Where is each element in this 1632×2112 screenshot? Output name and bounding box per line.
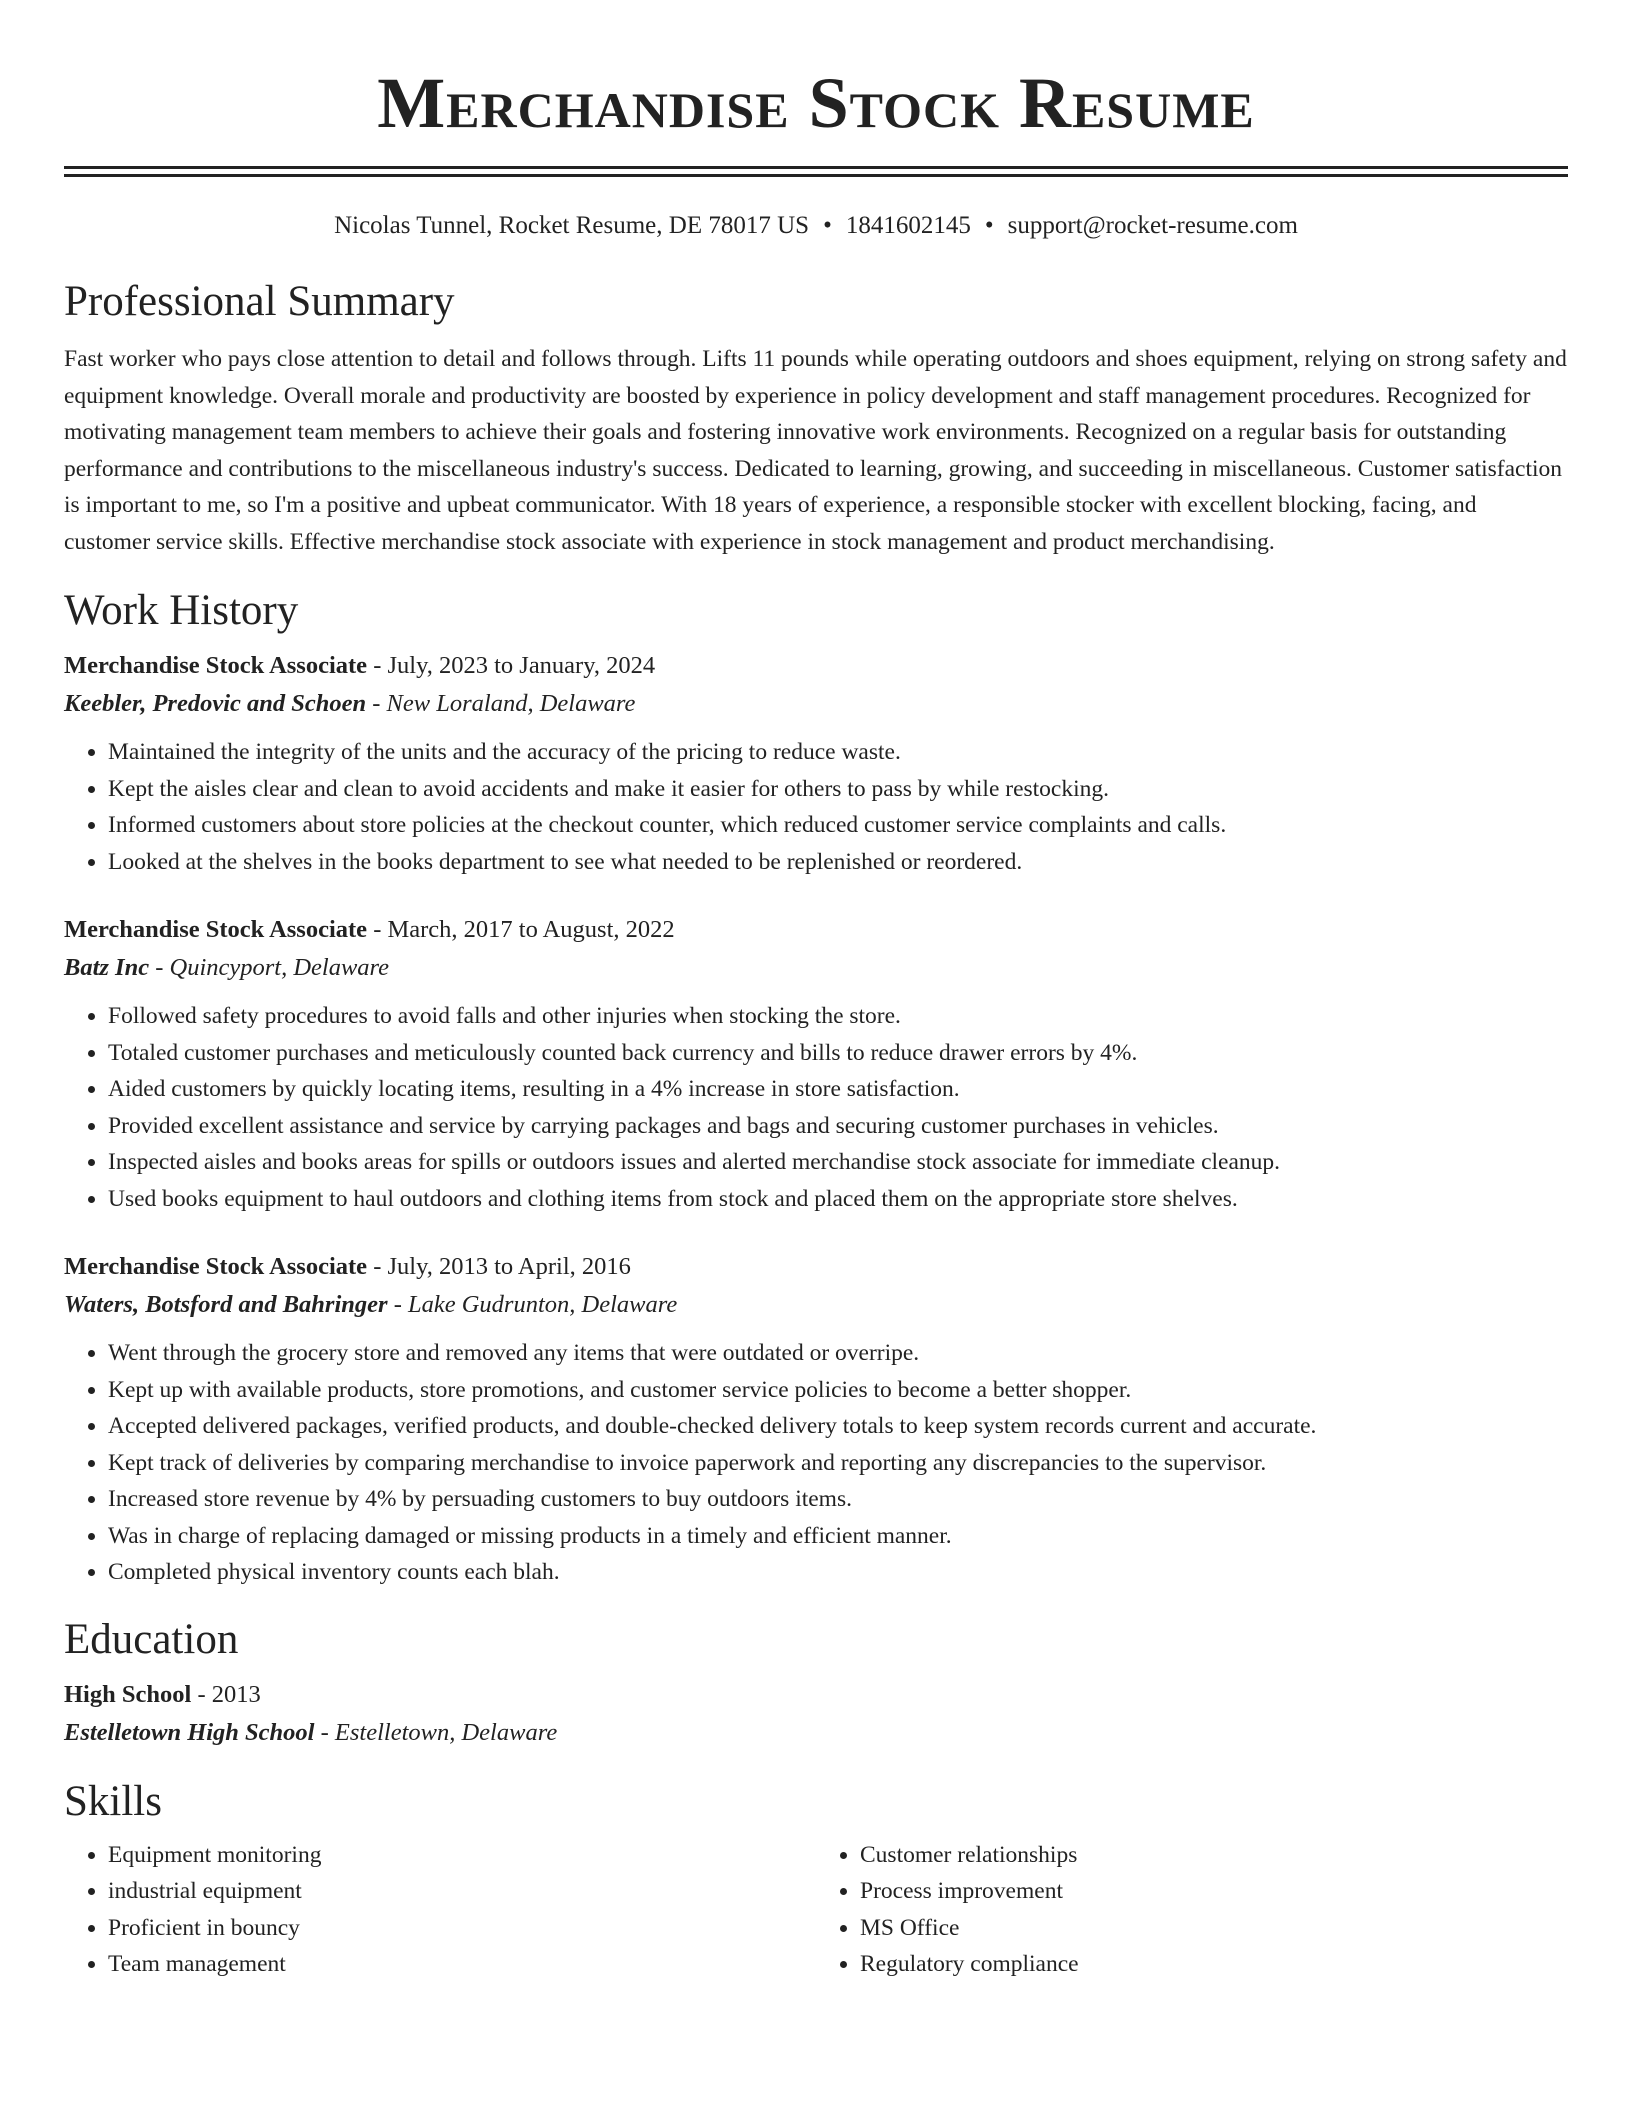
contact-address: Nicolas Tunnel, Rocket Resume, DE 78017 US — [334, 212, 810, 239]
degree-line — [64, 1677, 1568, 1713]
school-line — [64, 1713, 1568, 1753]
contact-separator: • — [823, 212, 832, 239]
list-item: • Looked at the shelves in the books department to see what needed to be replenished or reordered. — [108, 844, 1568, 881]
list-item: • Kept the aisles clear and clean to avoid accidents and make it easier for others to pass by while restocking. — [108, 771, 1568, 808]
degree: High School — [64, 1680, 192, 1708]
skills-column-right — [816, 1837, 1568, 1983]
job-dates: - July, 2023 to January, 2024 — [367, 652, 656, 679]
company-name: Waters, Botsford and Bahringer — [64, 1291, 388, 1318]
list-item: • Team management — [108, 1946, 816, 1983]
skills-list — [64, 1829, 1568, 1983]
job-title-line — [64, 1249, 1568, 1285]
company-location: - New Loraland, Delaware — [366, 690, 636, 717]
company-line — [64, 684, 1568, 724]
job-title: Merchandise Stock Associate — [64, 652, 368, 679]
summary-text: Fast worker who pays close attention to detail and follows through. Lifts 11 pounds while operating outdoors and shoes equipment, relying on strong safety and equipment knowledge. Overall morale and productivity are boosted by experience in policy development and staff management procedures. Recognized for motivating management team members to achieve their goals and fostering innovative work environments. Recognized on a regular basis for outstanding performance and contributions to the miscellaneous industry's success. Dedicated to learning, growing, and succeeding in miscellaneous. Customer satisfaction is important to me, so I'm a positive and upbeat communicator. With 18 years of experience, a responsible stocker with excellent blocking, facing, and customer service skills. Effective merchandise stock associate with experience in stock management and product merchandising. — [64, 346, 1567, 555]
job-dates: - March, 2017 to August, 2022 — [367, 916, 675, 943]
work-history-heading: Work History — [64, 587, 299, 634]
company-location: - Quincyport, Delaware — [149, 954, 390, 981]
list-item: • Maintained the integrity of the units and the accuracy of the pricing to reduce waste. — [108, 734, 1568, 771]
skills-heading: Skills — [64, 1777, 162, 1825]
list-item: • Totaled customer purchases and meticulously counted back currency and bills to reduce drawer errors by 4%. — [108, 1035, 1568, 1072]
education-heading: Education — [64, 1615, 239, 1663]
school-name: Estelletown High School — [64, 1718, 315, 1746]
list-item: • Kept up with available products, store promotions, and customer service policies to become a better shopper. — [108, 1372, 1568, 1409]
job-entry — [64, 1249, 1568, 1591]
list-item: • industrial equipment — [108, 1873, 816, 1910]
degree-year: - 2013 — [191, 1680, 261, 1708]
list-item: • Completed physical inventory counts each blah. — [108, 1554, 1568, 1591]
list-item: • Regulatory compliance — [860, 1946, 1568, 1983]
company-line — [64, 948, 1568, 988]
job-entry — [64, 912, 1568, 1217]
education-entry — [64, 1677, 1568, 1753]
job-bullets — [64, 998, 1568, 1217]
list-item: • Process improvement — [860, 1873, 1568, 1910]
list-item: • Went through the grocery store and removed any items that were outdated or overripe. — [108, 1335, 1568, 1372]
page-title: Merchandise Stock Resume — [377, 63, 1255, 143]
job-dates: - July, 2013 to April, 2016 — [367, 1253, 631, 1280]
list-item: • Was in charge of replacing damaged or missing products in a timely and efficient manner. — [108, 1518, 1568, 1555]
list-item: • Inspected aisles and books areas for spills or outdoors issues and alerted merchandise stock associate for immediate cleanup. — [108, 1144, 1568, 1181]
list-item: • Equipment monitoring — [108, 1837, 816, 1874]
job-bullets — [64, 1335, 1568, 1591]
list-item: • Followed safety procedures to avoid falls and other injuries when stocking the store. — [108, 998, 1568, 1035]
job-title-line — [64, 648, 1568, 684]
job-entry — [64, 648, 1568, 880]
company-name: Keebler, Predovic and Schoen — [64, 690, 367, 717]
list-item: • Accepted delivered packages, verified products, and double-checked delivery totals to keep system records current and accurate. — [108, 1408, 1568, 1445]
list-item: • Proficient in bouncy — [108, 1910, 816, 1947]
contact-email: support@rocket-resume.com — [1007, 212, 1298, 239]
list-item: • Used books equipment to haul outdoors and clothing items from stock and placed them on the appropriate store shelves. — [108, 1181, 1568, 1218]
title-double-rule — [64, 166, 1568, 177]
skills-column-left — [64, 1837, 816, 1983]
job-title-line — [64, 912, 1568, 948]
contact-separator: • — [984, 212, 994, 239]
contact-line — [64, 209, 1568, 243]
summary-heading: Professional Summary — [64, 278, 455, 325]
list-item: • Informed customers about store policies at the checkout counter, which reduced customer service complaints and calls. — [108, 807, 1568, 844]
company-location: - Lake Gudrunton, Delaware — [387, 1291, 678, 1318]
list-item: • MS Office — [860, 1910, 1568, 1947]
list-item: • Provided excellent assistance and service by carrying packages and bags and securing customer purchases in vehicles. — [108, 1108, 1568, 1145]
school-location: - Estelletown, Delaware — [314, 1718, 558, 1746]
list-item: • Aided customers by quickly locating items, resulting in a 4% increase in store satisfaction. — [108, 1071, 1568, 1108]
job-title: Merchandise Stock Associate — [64, 1253, 368, 1280]
company-name: Batz Inc — [64, 954, 150, 981]
list-item: • Kept track of deliveries by comparing merchandise to invoice paperwork and reporting any discrepancies to the supervisor. — [108, 1445, 1568, 1482]
list-item: • Customer relationships — [860, 1837, 1568, 1874]
list-item: • Increased store revenue by 4% by persuading customers to buy outdoors items. — [108, 1481, 1568, 1518]
job-bullets — [64, 734, 1568, 880]
contact-phone: 1841602145 — [845, 212, 971, 239]
job-title: Merchandise Stock Associate — [64, 916, 368, 943]
company-line — [64, 1285, 1568, 1325]
